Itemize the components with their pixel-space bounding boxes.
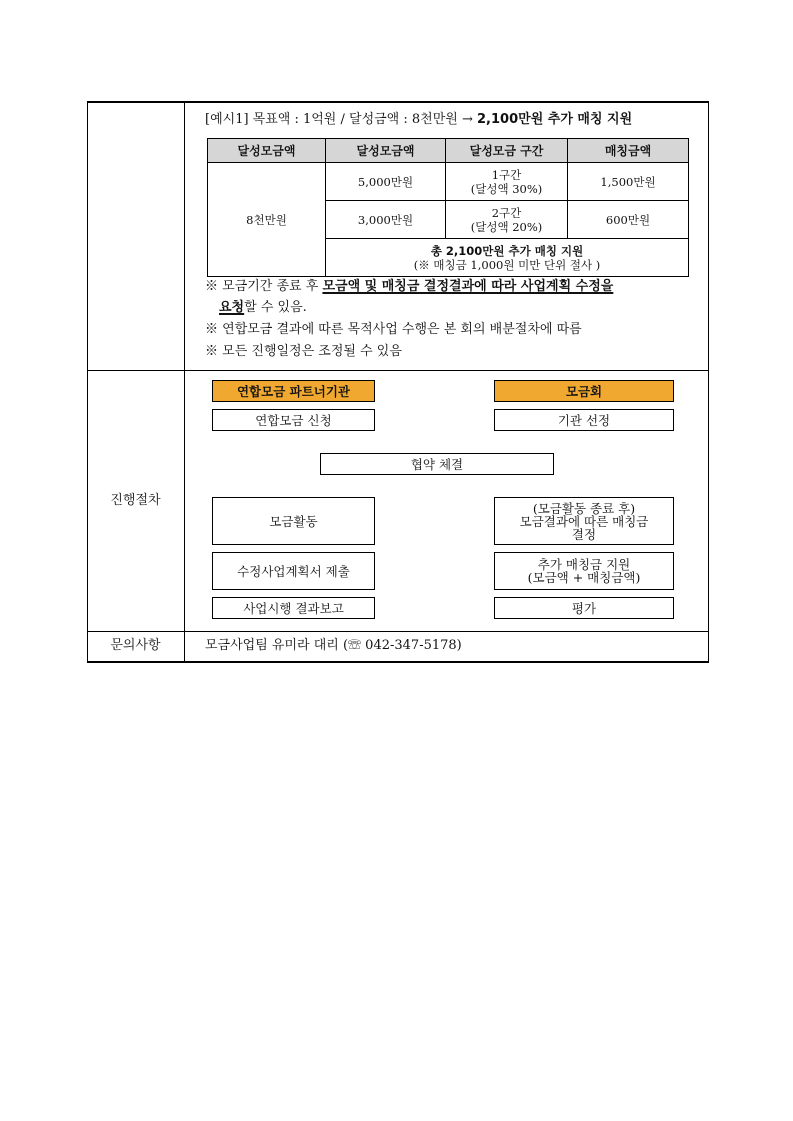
example-table — [207, 138, 689, 277]
note-3: ※ 모든 진행일정은 조정될 수 있음 — [205, 344, 402, 359]
select-step: 기관 선정 — [494, 409, 674, 431]
table-header: 달성모금액 — [326, 139, 446, 163]
frame-row-divider-2 — [87, 631, 709, 632]
frame-column-divider — [184, 101, 185, 663]
activity-step: 모금활동 — [212, 497, 375, 545]
note-1-emphasis: 모금액 및 매칭금 결정결과에 따라 사업계획 수정을 — [322, 279, 614, 294]
tier-sub: (달성액 20%) — [470, 219, 543, 234]
decide-line-1: (모금활동 종료 후) — [532, 500, 636, 516]
frame-right — [708, 101, 709, 663]
evaluation-step: 평가 — [494, 597, 674, 619]
frame-left — [87, 101, 88, 663]
partner-header: 연합모금 파트너기관 — [212, 380, 375, 402]
frame-row-divider-1 — [87, 370, 709, 371]
note-1-line-2 — [219, 300, 307, 316]
committee-header: 모금회 — [494, 380, 674, 402]
frame-bottom — [87, 661, 709, 663]
total-cell — [326, 239, 689, 277]
table-cell: 3,000만원 — [326, 201, 446, 239]
procedure-label: 진행절차 — [110, 493, 161, 508]
contact-value: 모금사업팀 유미라 대리 (☏ 042-347-5178) — [205, 638, 462, 653]
support-line-1: 추가 매칭금 지원 — [537, 557, 631, 572]
note-1-suffix: 할 수 있음. — [244, 300, 307, 315]
table-cell — [446, 201, 568, 239]
table-cell: 1,500만원 — [568, 163, 689, 201]
note-2: ※ 연합모금 결과에 따른 목적사업 수행은 본 회의 배분절차에 따름 — [205, 322, 582, 337]
note-1-request: 요청 — [219, 300, 245, 315]
achieved-total-cell: 8천만원 — [208, 163, 326, 277]
support-step — [494, 552, 674, 590]
example-prefix: [예시1] 목표액 : 1억원 / 달성금액 : 8천만원 → — [205, 112, 473, 127]
example-result: 2,100만원 추가 매칭 지원 — [477, 112, 633, 127]
frame-top — [87, 101, 709, 103]
table-header-row — [208, 139, 689, 163]
revise-step: 수정사업계획서 제출 — [212, 552, 375, 590]
support-line-2: (모금액 + 매칭금액) — [527, 570, 641, 585]
table-cell: 5,000만원 — [326, 163, 446, 201]
decide-line-2: 모금결과에 따른 매칭금 — [519, 513, 649, 529]
tier-sub: (달성액 30%) — [470, 181, 543, 196]
agreement-step: 협약 체결 — [320, 453, 554, 475]
table-cell: 600만원 — [568, 201, 689, 239]
tier-label: 1구간 — [491, 167, 522, 182]
table-cell — [446, 163, 568, 201]
apply-step: 연합모금 신청 — [212, 409, 375, 431]
total-label: 총 2,100만원 추가 매칭 지원 — [430, 243, 584, 258]
decide-line-3: 결정 — [571, 526, 597, 542]
example-heading — [205, 112, 632, 128]
report-step: 사업시행 결과보고 — [212, 597, 375, 619]
note-1-prefix: ※ 모금기간 종료 후 — [205, 279, 319, 294]
total-note: (※ 매칭금 1,000원 미만 단위 절사 ) — [413, 257, 601, 272]
contact-label: 문의사항 — [110, 638, 161, 653]
decide-step — [494, 497, 674, 545]
table-header: 매칭금액 — [568, 139, 689, 163]
note-1-line-1 — [205, 279, 613, 295]
table-row — [208, 163, 689, 201]
table-header: 달성모금 구간 — [446, 139, 568, 163]
table-header: 달성모금액 — [208, 139, 326, 163]
tier-label: 2구간 — [491, 205, 522, 220]
